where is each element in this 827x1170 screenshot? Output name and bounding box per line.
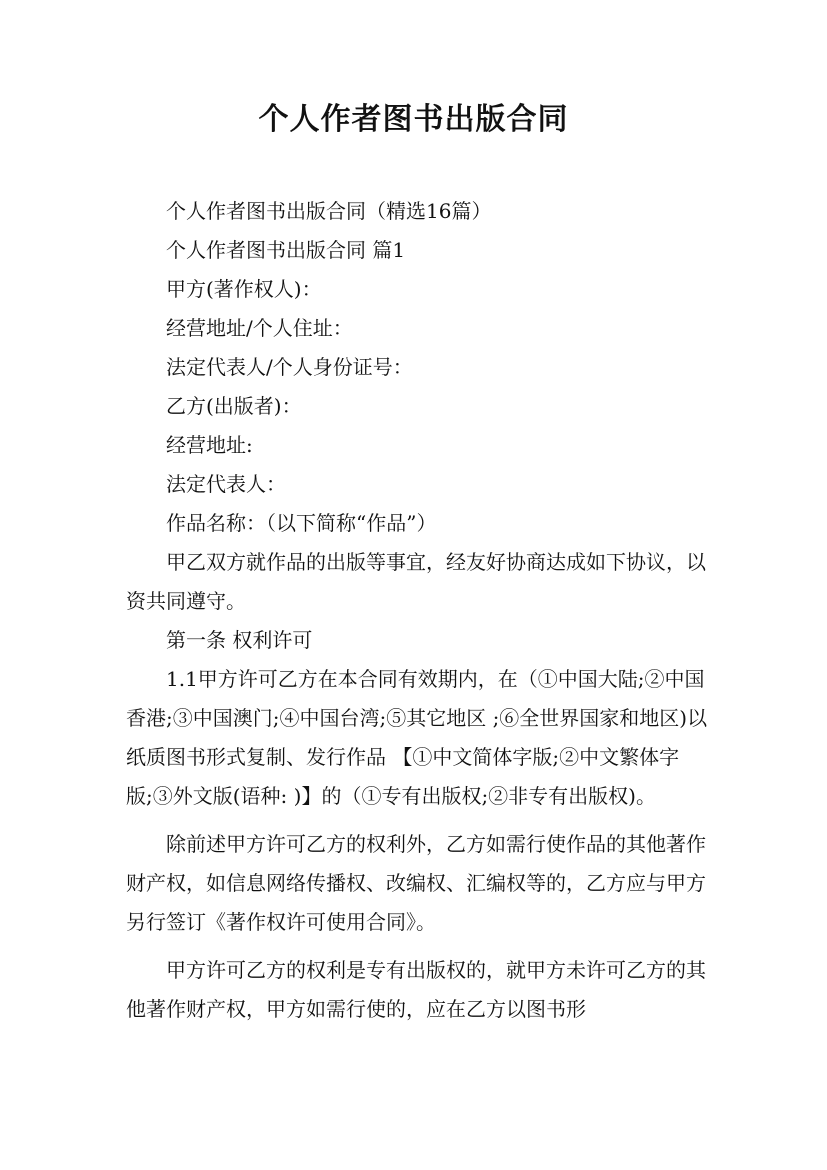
paragraph-clause-1-1: 1.1甲方许可乙方在本合同有效期内，在（①中国大陆;②中国香港;③中国澳门;④中国台湾;⑤其它地区 ;⑥全世界国家和地区)以纸质图书形式复制、发行作品 【①中文简体字版;②中文繁体字版;③外文版(语种: )】的（①专有出版权;②非专有出版权)。: [126, 667, 708, 808]
paragraph-party-a-address: 经营地址/个人住址：: [166, 316, 353, 340]
paragraph-party-b: 乙方(出版者)：: [166, 394, 302, 418]
paragraph-agreement-intro: 甲乙双方就作品的出版等事宜，经友好协商达成如下协议，以资共同遵守。: [126, 550, 706, 613]
paragraph-article-one-heading: 第一条 权利许可: [166, 628, 313, 652]
paragraph-section-heading: 个人作者图书出版合同 篇1: [166, 238, 406, 262]
paragraph-subtitle: 个人作者图书出版合同（精选16篇）: [166, 199, 492, 223]
paragraph-exclusive-rights: 甲方许可乙方的权利是专有出版权的，就甲方未许可乙方的其他著作财产权，甲方如需行使的，应在乙方以图书形: [126, 958, 706, 1021]
document-body: [126, 192, 716, 1029]
paragraph-party-a: 甲方(著作权人)：: [166, 277, 322, 301]
document-title: 个人作者图书出版合同: [258, 102, 569, 137]
paragraph-party-b-representative: 法定代表人：: [166, 472, 286, 496]
paragraph-party-a-representative: 法定代表人/个人身份证号：: [166, 355, 413, 379]
paragraph-party-b-address: 经营地址:: [166, 433, 253, 457]
paragraph-work-name: 作品名称：（以下简称“作品”）: [166, 511, 437, 535]
paragraph-other-rights: 除前述甲方许可乙方的权利外，乙方如需行使作品的其他著作财产权，如信息网络传播权、改编权、汇编权等的，乙方应与甲方另行签订《著作权许可使用合同》。: [126, 832, 706, 934]
